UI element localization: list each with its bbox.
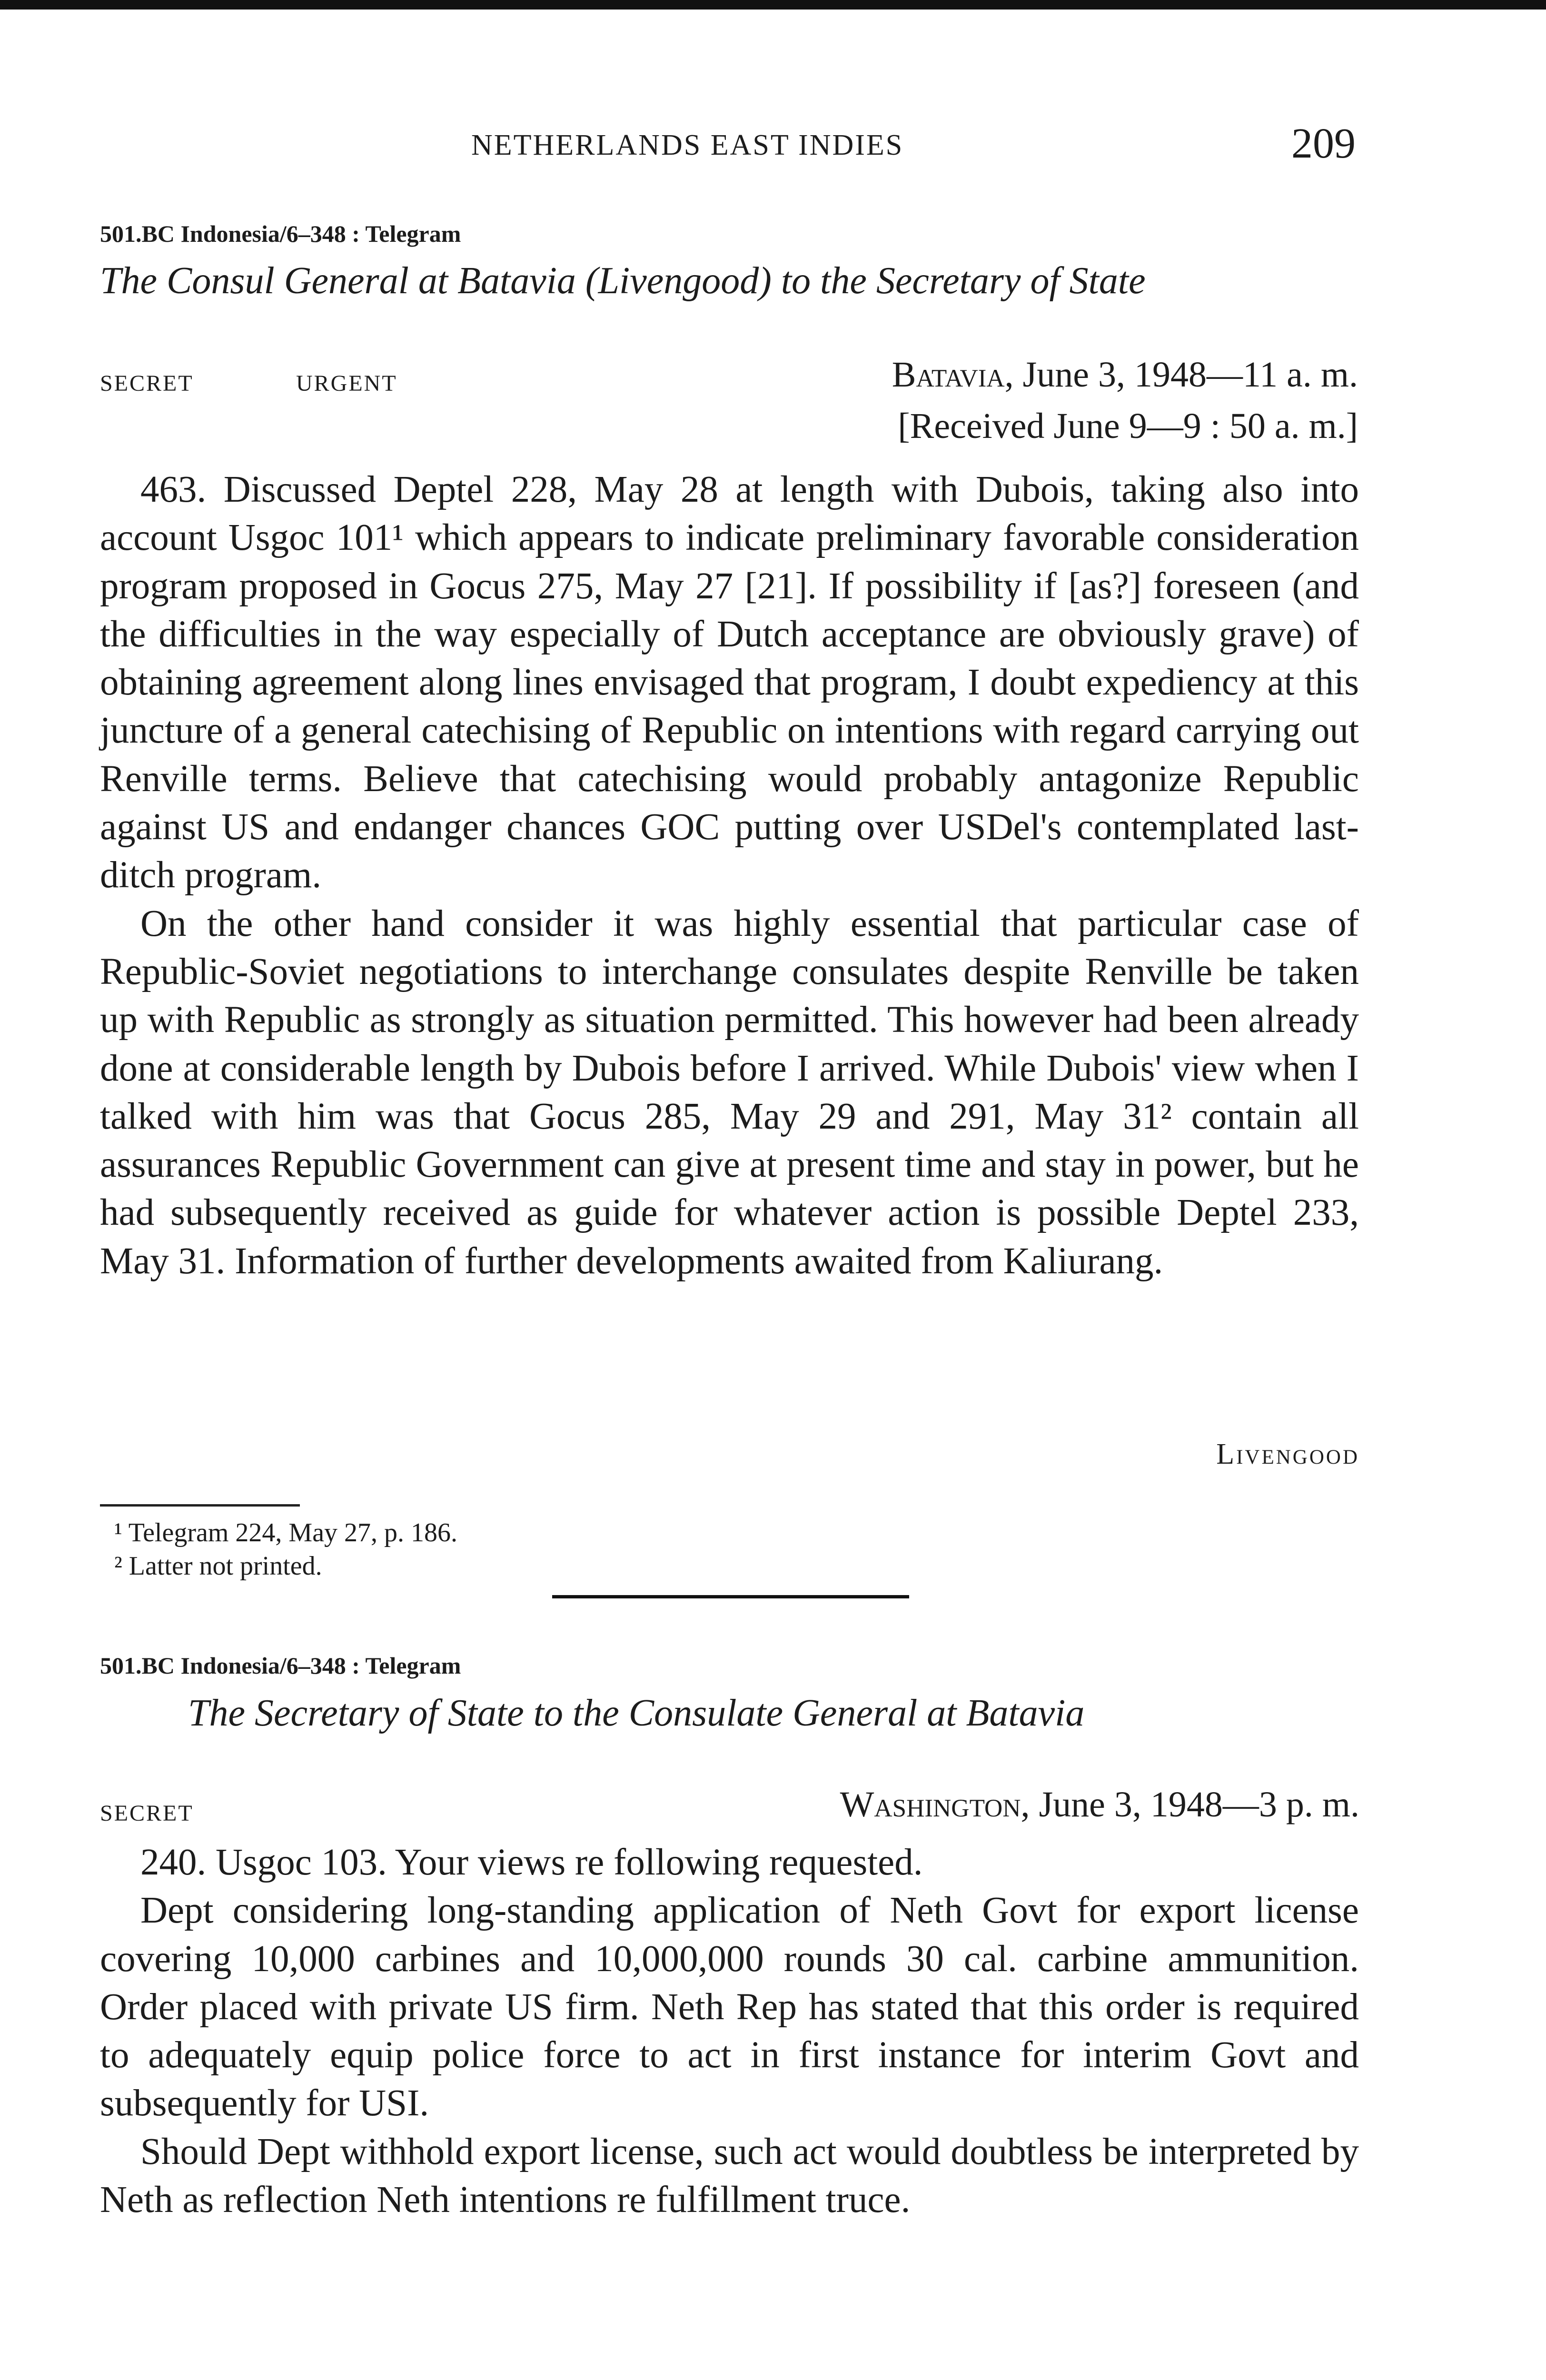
- doc1-place: Batavia,: [892, 355, 1014, 395]
- doc1-paragraph-2: On the other hand consider it was highly essential that particular case of Republic-Soviet negotiations to interchange consulates despite Renville be taken up with Republic as strongly as situation permitted. This however had been already done at considerable length by Dubois before I arrived. While Dubois' view when I talked with him was that Gocus 285, May 29 and 291, May 31² contain all assurances Republic Government can give at present time and stay in power, but he had subsequently received as guide for whatever action is possible Deptel 233, May 31. Information of further developments awaited from Kaliurang.: [100, 902, 1359, 1282]
- doc2-title: The Secretary of State to the Consulate General at Batavia: [188, 1692, 1085, 1734]
- doc2-body: [100, 1838, 1359, 2224]
- doc1-received: [Received June 9—9 : 50 a. m.]: [898, 406, 1358, 446]
- running-head: NETHERLANDS EAST INDIES: [471, 129, 904, 161]
- doc1-signature: Livengood: [1216, 1438, 1359, 1470]
- doc1-date: June 3, 1948—11 a. m.: [1022, 355, 1358, 395]
- page-top-border: [0, 0, 1546, 10]
- doc1-priority: URGENT: [296, 371, 397, 396]
- footnote-1: ¹ Telegram 224, May 27, p. 186.: [114, 1518, 458, 1547]
- doc2-place: Washington,: [840, 1785, 1030, 1825]
- doc1-file-number: 501.BC Indonesia/6–348 : Telegram: [100, 220, 461, 247]
- doc1-body: [100, 466, 1359, 1285]
- footnote-2: ² Latter not printed.: [114, 1551, 322, 1581]
- doc1-dateline: [892, 354, 1358, 396]
- doc2-file-number: 501.BC Indonesia/6–348 : Telegram: [100, 1652, 461, 1679]
- doc2-paragraph-3: Should Dept withhold export license, such act would doubtless be interpreted by Neth as reflection Neth intentions re fulfillment truce.: [100, 2131, 1359, 2221]
- footnote-rule: [100, 1504, 300, 1507]
- page-number: 209: [1291, 120, 1356, 167]
- doc2-paragraph-1: 240. Usgoc 103. Your views re following requested.: [140, 1842, 923, 1883]
- doc1-paragraph-1: 463. Discussed Deptel 228, May 28 at length with Dubois, taking also into account Usgoc 101¹ which appears to indicate preliminary favorable consideration program proposed in Gocus 275, May 27 [21]. If possibility if [as?] foreseen (and the difficulties in the way especially of Dutch acceptance are obviously grave) of obtaining agreement along lines envisaged that program, I doubt expediency at this juncture of a general catechising of Republic on intentions with regard carrying out Renville terms. Believe that catechising would probably antagonize Republic against US and endanger chances GOC putting over USDel's contemplated last-ditch program.: [100, 469, 1359, 896]
- doc1-classification: SECRET: [100, 371, 194, 396]
- doc2-paragraph-2: Dept considering long-standing application of Neth Govt for export license covering 10,000 carbines and 10,000,000 rounds 30 cal. carbine ammunition. Order placed with private US firm. Neth Rep has stated that this order is required to adequately equip police force to act in first instance for interim Govt and subsequently for USI.: [100, 1890, 1359, 2124]
- document-separator: [552, 1595, 909, 1598]
- doc2-date: June 3, 1948—3 p. m.: [1039, 1785, 1359, 1825]
- doc2-classification: SECRET: [100, 1801, 194, 1826]
- doc2-dateline: [840, 1784, 1359, 1825]
- doc1-title: The Consul General at Batavia (Livengood) to the Secretary of State: [100, 260, 1146, 302]
